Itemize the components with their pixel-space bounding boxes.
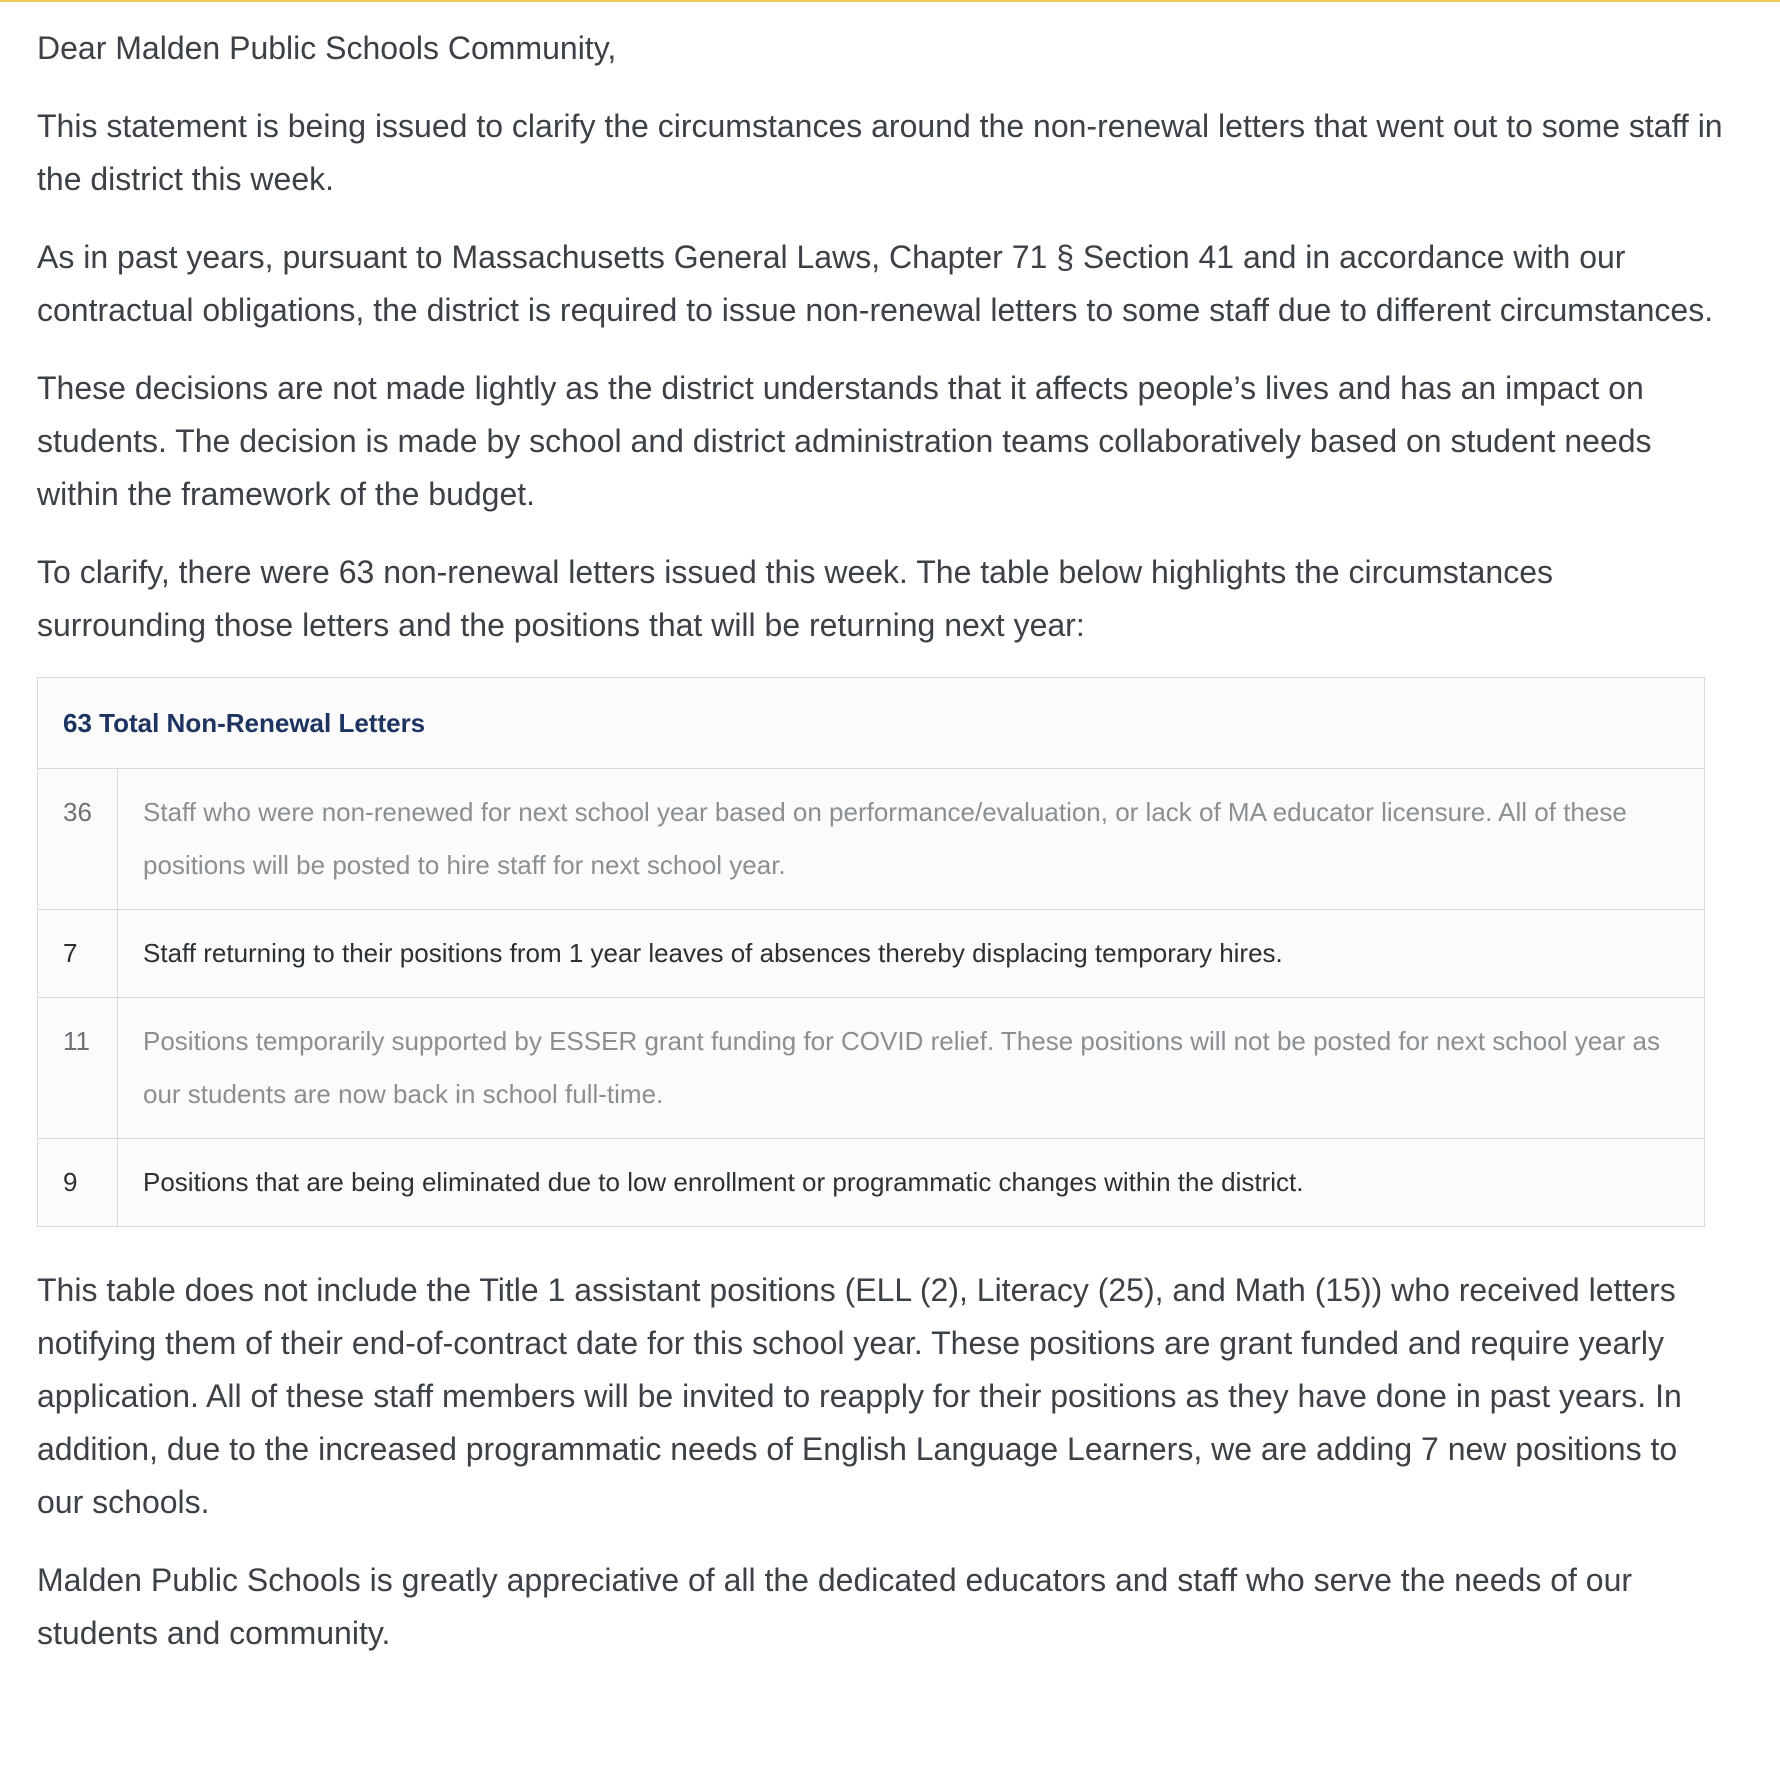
- row-count: 11: [38, 998, 118, 1139]
- paragraph-legal-basis: As in past years, pursuant to Massachusetts General Laws, Chapter 71 § Section 41 and in accordance with our contractual obligations, the district is required to issue non-renewal letters to some staff due to different circumstances.: [37, 239, 1714, 328]
- paragraph-appreciation: Malden Public Schools is greatly appreciative of all the dedicated educators and staff who serve the needs of our students and community.: [37, 1562, 1633, 1651]
- paragraph-title1-note: This table does not include the Title 1 assistant positions (ELL (2), Literacy (25), and Math (15)) who received letters notifying them of their end-of-contract date for this school year. These positions are grant funded and require yearly application. All of these staff members will be invited to reapply for their positions as they have done in past years. In addition, due to the increased programmatic needs of English Language Learners, we are adding 7 new positions to our schools.: [37, 1272, 1682, 1520]
- row-description: Staff returning to their positions from 1 year leaves of absences thereby displacing temporary hires.: [118, 910, 1705, 998]
- row-description: Positions that are being eliminated due to low enrollment or programmatic changes within the district.: [118, 1139, 1705, 1227]
- paragraph-decision-process: These decisions are not made lightly as the district understands that it affects people’s lives and has an impact on students. The decision is made by school and district administration teams collaboratively based on student needs within the framework of the budget.: [37, 370, 1652, 512]
- letter-greeting: Dear Malden Public Schools Community,: [37, 30, 617, 66]
- row-count: 36: [38, 769, 118, 910]
- paragraph-table-intro: To clarify, there were 63 non-renewal letters issued this week. The table below highlights the circumstances surrounding those letters and the positions that will be returning next year:: [37, 554, 1554, 643]
- top-accent-rule: [0, 0, 1780, 2]
- table-row: [38, 910, 1705, 998]
- table-row: [38, 998, 1705, 1139]
- table-header-row: [38, 678, 1705, 769]
- row-count: 7: [38, 910, 118, 998]
- row-description: Staff who were non-renewed for next school year based on performance/evaluation, or lack of MA educator licensure. All of these positions will be posted to hire staff for next school year.: [118, 769, 1705, 910]
- statement-content: [37, 22, 1727, 1685]
- paragraph-purpose: This statement is being issued to clarify the circumstances around the non-renewal letters that went out to some staff in the district this week.: [37, 108, 1723, 197]
- table-row: [38, 769, 1705, 910]
- table-header: 63 Total Non-Renewal Letters: [38, 678, 1705, 769]
- non-renewal-table: [37, 677, 1705, 1227]
- table-row: [38, 1139, 1705, 1227]
- row-description: Positions temporarily supported by ESSER grant funding for COVID relief. These positions will not be posted for next school year as our students are now back in school full-time.: [118, 998, 1705, 1139]
- row-count: 9: [38, 1139, 118, 1227]
